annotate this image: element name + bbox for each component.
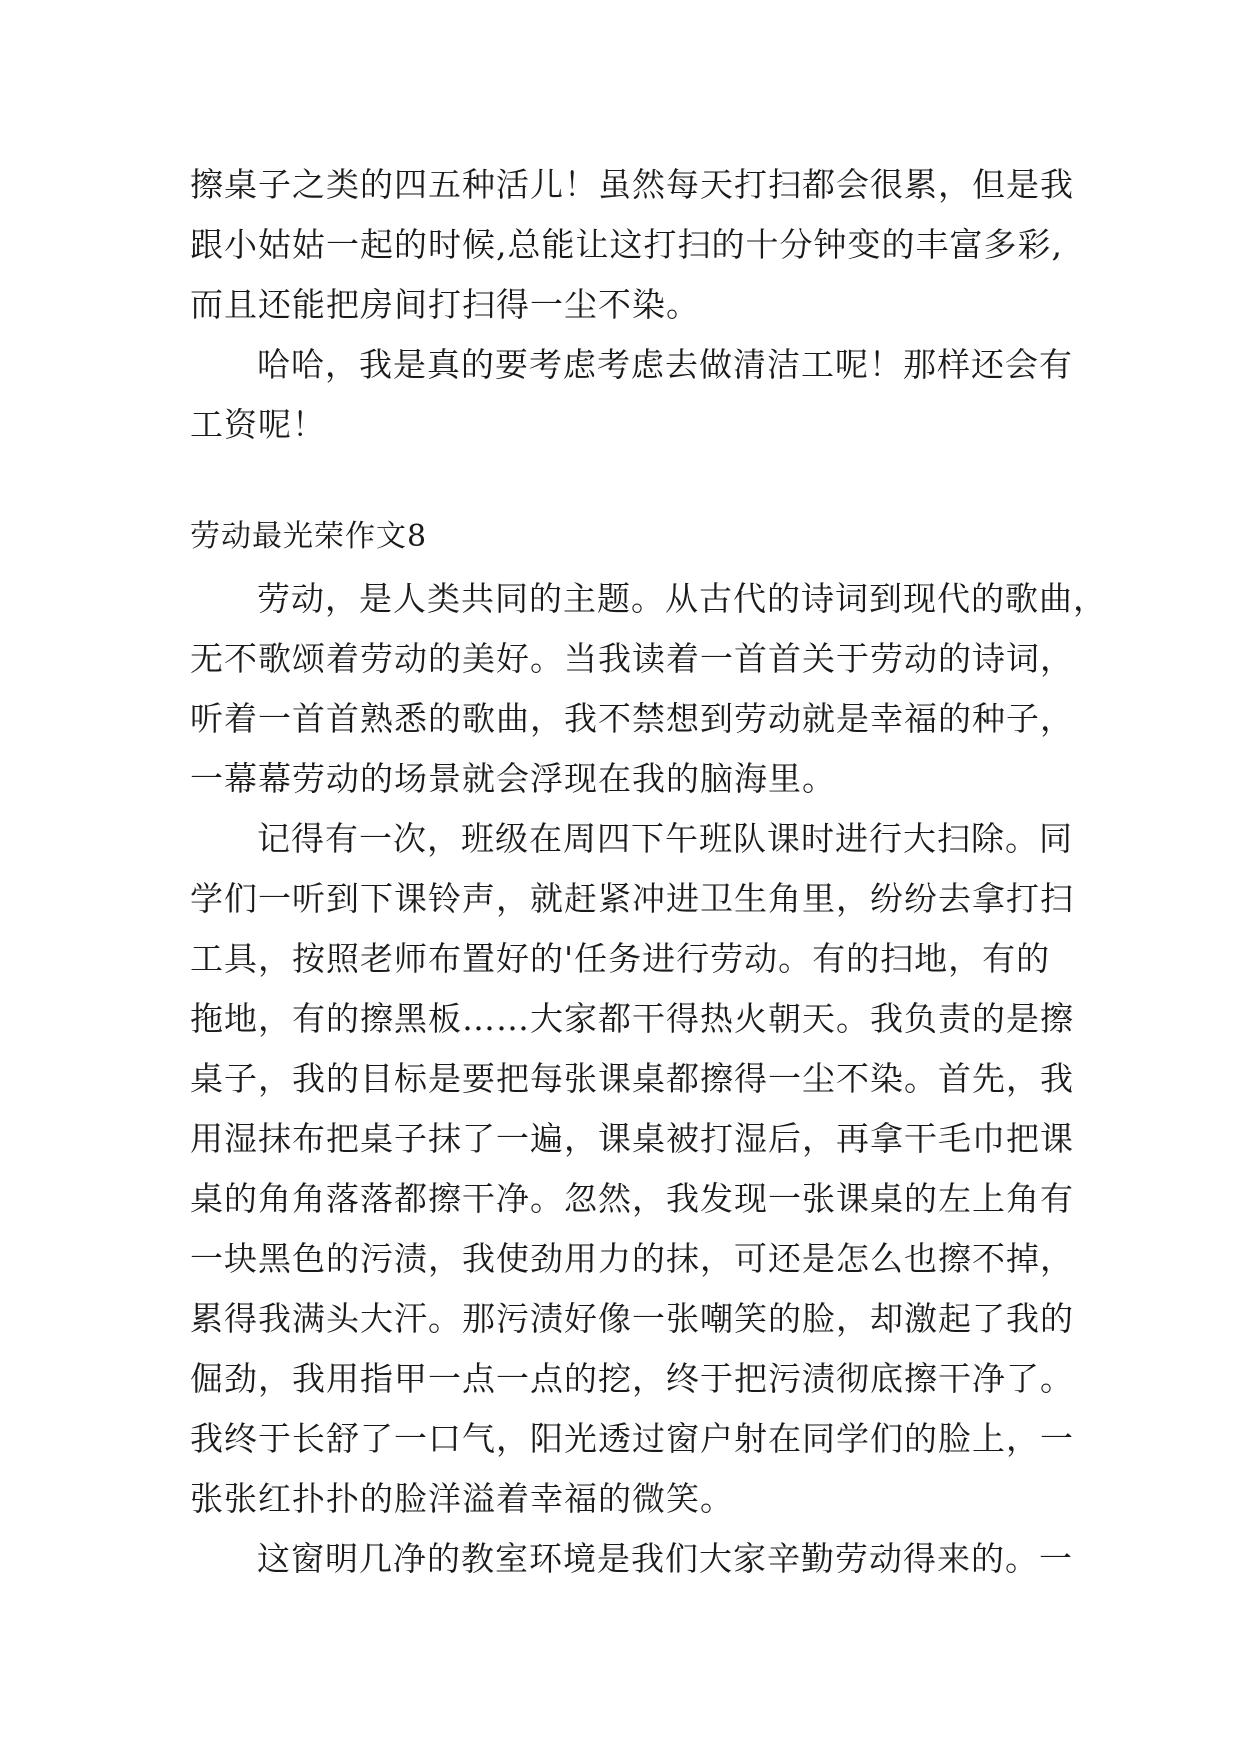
text-line: 记得有一次，班级在周四下午班队课时进行大扫除。同 [257,819,1073,858]
section-title: 劳动最光荣作文8 [190,519,428,554]
text-line: 这窗明几净的教室环境是我们大家辛勤劳动得来的。一 [257,1539,1073,1578]
text-line: 一块黑色的污渍，我使劲用力的抹，可还是怎么也擦不掉， [190,1239,1074,1278]
text-line: 哈哈，我是真的要考虑考虑去做清洁工呢！那样还会有 [257,345,1073,384]
text-line: 而且还能把房间打扫得一尘不染。 [190,285,700,324]
text-line: 拖地，有的擦黑板……大家都干得热火朝天。我负责的是擦 [190,999,1074,1038]
text-line: 倔劲，我用指甲一点一点的挖，终于把污渍彻底擦干净了。 [190,1359,1074,1398]
text-line: 跟小姑姑一起的时候,总能让这打扫的十分钟变的丰富多彩, [190,225,1063,264]
text-line: 学们一听到下课铃声，就赶紧冲进卫生角里，纷纷去拿打扫 [190,879,1074,918]
text-line: 擦桌子之类的四五种活儿！虽然每天打扫都会很累，但是我 [190,165,1074,204]
text-line: 听着一首首熟悉的歌曲，我不禁想到劳动就是幸福的种子， [190,699,1074,738]
text-line: 用湿抹布把桌子抹了一遍，课桌被打湿后，再拿干毛巾把课 [190,1119,1074,1158]
text-line: 桌子，我的目标是要把每张课桌都擦得一尘不染。首先，我 [190,1059,1074,1098]
text-line: 一幕幕劳动的场景就会浮现在我的脑海里。 [190,759,836,798]
text-line: 我终于长舒了一口气，阳光透过窗户射在同学们的脸上，一 [190,1419,1074,1458]
text-line: 累得我满头大汗。那污渍好像一张嘲笑的脸，却激起了我的 [190,1299,1074,1338]
text-line: 无不歌颂着劳动的美好。当我读着一首首关于劳动的诗词， [190,639,1074,678]
text-line: 桌的角角落落都擦干净。忽然，我发现一张课桌的左上角有 [190,1179,1074,1218]
text-line: 劳动，是人类共同的主题。从古代的诗词到现代的歌曲， [257,579,1107,618]
text-line: 工具，按照老师布置好的'任务进行劳动。有的扫地，有的 [190,939,1051,978]
text-line: 工资呢！ [190,405,326,444]
text-line: 张张红扑扑的脸洋溢着幸福的微笑。 [190,1479,734,1518]
